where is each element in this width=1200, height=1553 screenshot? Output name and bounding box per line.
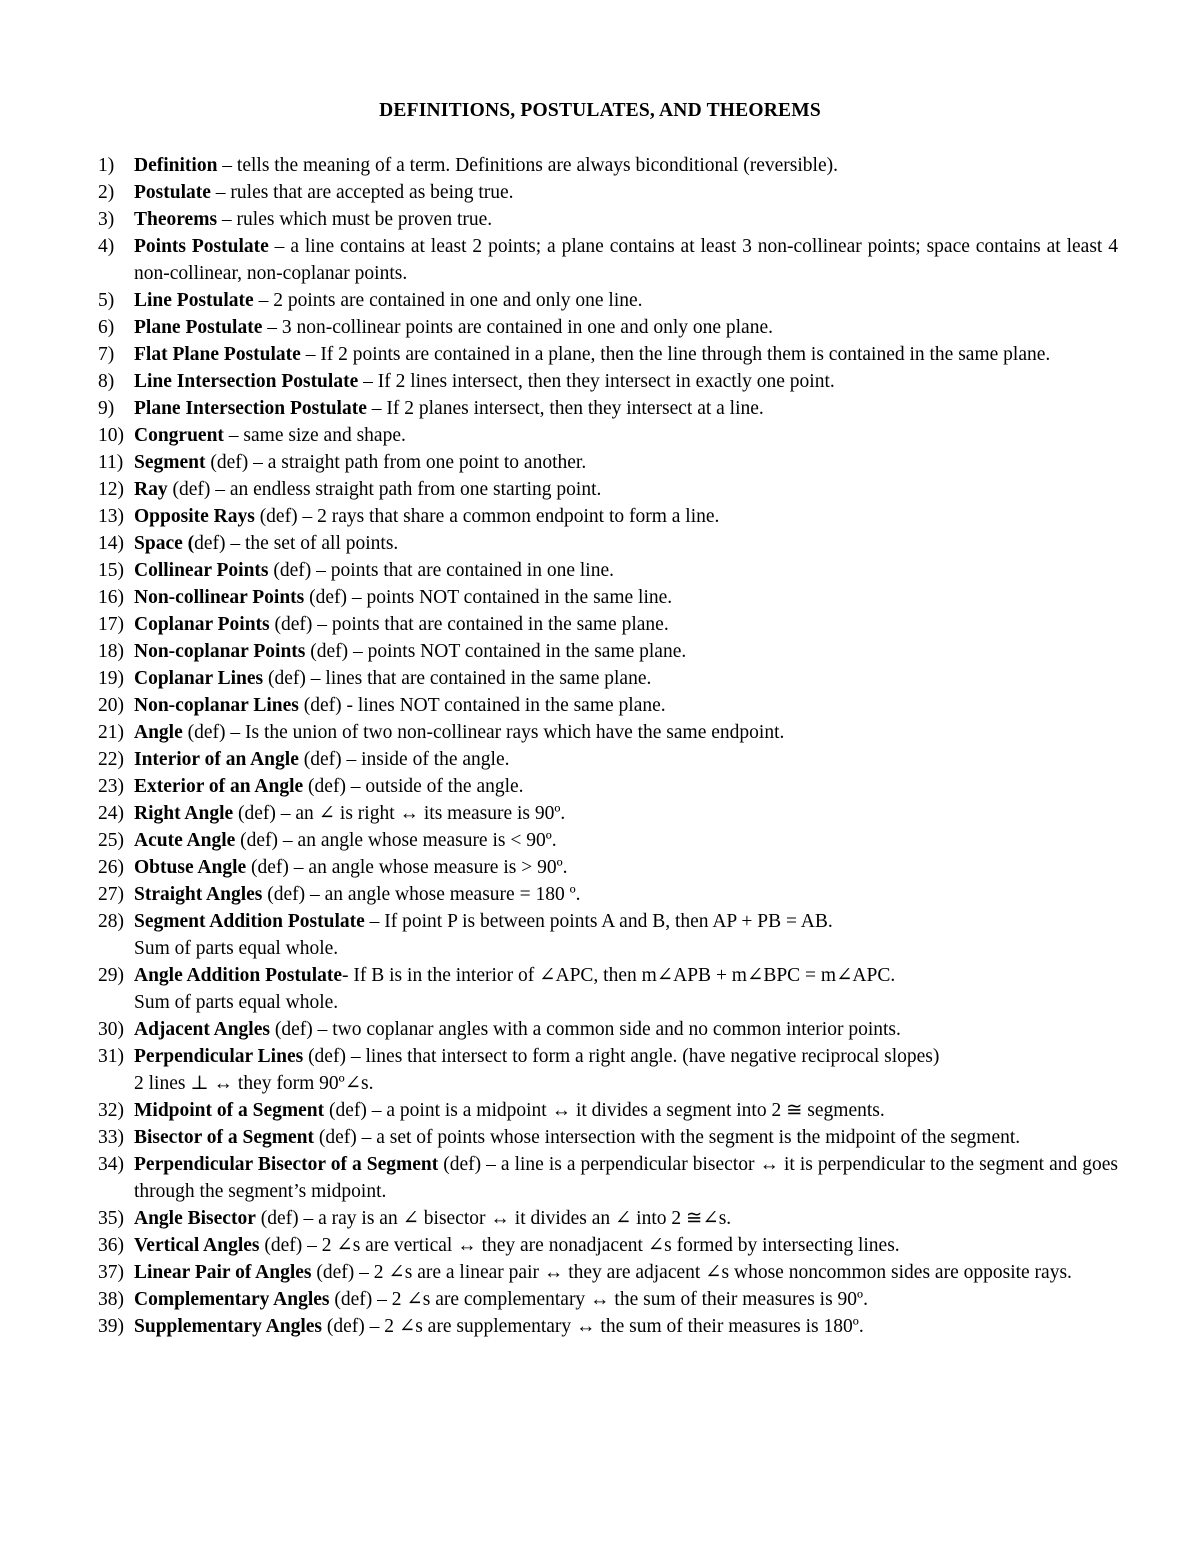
- item-term: Congruent: [134, 425, 224, 446]
- item-text: (def) – an endless straight path from one starting point.: [167, 479, 602, 500]
- list-item: [98, 314, 1118, 341]
- item-number: 13): [98, 506, 124, 527]
- list-item: [98, 1124, 1118, 1151]
- item-number: 3): [98, 209, 115, 230]
- list-item: [98, 584, 1118, 611]
- item-term: Non-coplanar Lines: [134, 695, 299, 716]
- item-term: Non-collinear Points: [134, 587, 305, 608]
- item-text: def) – the set of all points.: [194, 533, 399, 554]
- list-item: [98, 233, 1118, 287]
- list-item: [98, 638, 1118, 665]
- list-item: [98, 827, 1118, 854]
- item-text: (def) – 2 ∠s are complementary ↔ the sum of their measures is 90º.: [329, 1289, 868, 1310]
- item-term: Midpoint of a Segment: [134, 1100, 325, 1121]
- item-number: 34): [98, 1154, 124, 1175]
- item-number: 27): [98, 884, 124, 905]
- item-term: Line Postulate: [134, 290, 254, 311]
- item-text: (def) – points NOT contained in the same plane.: [305, 641, 687, 662]
- item-term: Interior of an Angle: [134, 749, 299, 770]
- item-continuation: Sum of parts equal whole.: [134, 992, 339, 1013]
- item-text: (def) – points that are contained in one line.: [268, 560, 614, 581]
- item-number: 5): [98, 290, 115, 311]
- item-term: Exterior of an Angle: [134, 776, 304, 797]
- item-text: – tells the meaning of a term. Definitions are always biconditional (reversible).: [217, 155, 838, 176]
- item-text: (def) – an angle whose measure is > 90º.: [246, 857, 568, 878]
- list-item: [98, 962, 1118, 1016]
- item-term: Angle Bisector: [134, 1208, 256, 1229]
- item-number: 24): [98, 803, 124, 824]
- item-term: Bisector of a Segment: [134, 1127, 314, 1148]
- item-number: 35): [98, 1208, 124, 1229]
- item-term: Plane Postulate: [134, 317, 263, 338]
- item-term: Vertical Angles: [134, 1235, 260, 1256]
- item-number: 21): [98, 722, 124, 743]
- list-item: [98, 341, 1118, 368]
- item-number: 7): [98, 344, 115, 365]
- item-text: (def) - lines NOT contained in the same plane.: [298, 695, 666, 716]
- item-number: 17): [98, 614, 124, 635]
- item-text: – same size and shape.: [223, 425, 406, 446]
- item-text: – 3 non-collinear points are contained in one and only one plane.: [262, 317, 773, 338]
- item-text: – If 2 planes intersect, then they intersect at a line.: [366, 398, 764, 419]
- item-term: Adjacent Angles: [134, 1019, 270, 1040]
- item-number: 18): [98, 641, 124, 662]
- item-term: Right Angle: [134, 803, 234, 824]
- item-term: Coplanar Lines: [134, 668, 264, 689]
- item-number: 23): [98, 776, 124, 797]
- item-text: – 2 points are contained in one and only one line.: [253, 290, 643, 311]
- item-text: – a line contains at least 2 points; a plane contains at least 3 non-collinear points; space contains at least 4 non-collinear, non-coplanar points.: [134, 236, 1118, 284]
- item-term: Non-coplanar Points: [134, 641, 306, 662]
- item-number: 38): [98, 1289, 124, 1310]
- item-term: Straight Angles: [134, 884, 263, 905]
- item-number: 15): [98, 560, 124, 581]
- item-text: (def) – a straight path from one point to another.: [205, 452, 587, 473]
- list-item: [98, 1286, 1118, 1313]
- item-text: - If B is in the interior of ∠APC, then m∠APB + m∠BPC = m∠APC.: [342, 965, 896, 986]
- item-term: Ray: [134, 479, 168, 500]
- item-text: (def) – a line is a perpendicular bisector ↔ it is perpendicular to the segment and goes through the segment’s midpoint.: [134, 1154, 1118, 1202]
- item-text: – If point P is between points A and B, then AP + PB = AB.: [364, 911, 833, 932]
- item-number: 20): [98, 695, 124, 716]
- item-text: (def) – 2 ∠s are vertical ↔ they are nonadjacent ∠s formed by intersecting lines.: [259, 1235, 900, 1256]
- list-item: [98, 476, 1118, 503]
- item-text: – If 2 lines intersect, then they intersect in exactly one point.: [358, 371, 835, 392]
- item-text: – rules that are accepted as being true.: [210, 182, 514, 203]
- item-text: (def) – 2 ∠s are a linear pair ↔ they are adjacent ∠s whose noncommon sides are opposite rays.: [311, 1262, 1072, 1283]
- item-number: 33): [98, 1127, 124, 1148]
- list-item: [98, 1097, 1118, 1124]
- item-term: Coplanar Points: [134, 614, 270, 635]
- item-number: 22): [98, 749, 124, 770]
- item-number: 37): [98, 1262, 124, 1283]
- item-number: 2): [98, 182, 115, 203]
- list-item: [98, 611, 1118, 638]
- item-text: (def) – a ray is an ∠ bisector ↔ it divides an ∠ into 2 ≅∠s.: [255, 1208, 732, 1229]
- item-term: Postulate: [134, 182, 211, 203]
- list-item: [98, 1232, 1118, 1259]
- list-item: [98, 395, 1118, 422]
- item-text: (def) – inside of the angle.: [298, 749, 510, 770]
- list-item: [98, 746, 1118, 773]
- item-text: – rules which must be proven true.: [217, 209, 493, 230]
- list-item: [98, 692, 1118, 719]
- list-item: [98, 1016, 1118, 1043]
- item-term: Flat Plane Postulate: [134, 344, 301, 365]
- item-number: 14): [98, 533, 124, 554]
- item-term: Line Intersection Postulate: [134, 371, 359, 392]
- item-number: 8): [98, 371, 115, 392]
- list-item: [98, 1313, 1118, 1340]
- list-item: [98, 287, 1118, 314]
- item-term: Points Postulate: [134, 236, 269, 257]
- item-term: Supplementary Angles: [134, 1316, 322, 1337]
- item-number: 28): [98, 911, 124, 932]
- item-number: 1): [98, 155, 115, 176]
- item-term: Segment: [134, 452, 206, 473]
- list-item: [98, 368, 1118, 395]
- list-item: [98, 422, 1118, 449]
- item-number: 31): [98, 1046, 124, 1067]
- list-item: [98, 1259, 1118, 1286]
- item-number: 12): [98, 479, 124, 500]
- page-title: DEFINITIONS, POSTULATES, AND THEOREMS: [379, 100, 821, 121]
- item-text: (def) – a point is a midpoint ↔ it divides a segment into 2 ≅ segments.: [324, 1100, 885, 1121]
- item-text: (def) – lines that are contained in the same plane.: [263, 668, 652, 689]
- item-number: 19): [98, 668, 124, 689]
- item-term: Perpendicular Bisector of a Segment: [134, 1154, 439, 1175]
- list-item: [98, 773, 1118, 800]
- item-term: Angle Addition Postulate: [134, 965, 343, 986]
- list-item: [98, 503, 1118, 530]
- item-text: (def) – 2 rays that share a common endpoint to form a line.: [254, 506, 720, 527]
- list-item: [98, 719, 1118, 746]
- list-item: [98, 800, 1118, 827]
- item-number: 36): [98, 1235, 124, 1256]
- item-text: (def) – a set of points whose intersection with the segment is the midpoint of the segment.: [313, 1127, 1021, 1148]
- item-text: (def) – an angle whose measure is < 90º.: [235, 830, 557, 851]
- item-term: Acute Angle: [134, 830, 236, 851]
- item-number: 9): [98, 398, 115, 419]
- item-text: (def) – two coplanar angles with a common side and no common interior points.: [269, 1019, 901, 1040]
- item-term: Segment Addition Postulate: [134, 911, 365, 932]
- list-item: [98, 1205, 1118, 1232]
- item-term: Linear Pair of Angles: [134, 1262, 312, 1283]
- item-term: Perpendicular Lines: [134, 1046, 304, 1067]
- item-number: 39): [98, 1316, 124, 1337]
- item-number: 32): [98, 1100, 124, 1121]
- item-text: – If 2 points are contained in a plane, then the line through them is contained in the same plane.: [300, 344, 1051, 365]
- item-text: (def) – an ∠ is right ↔ its measure is 90º.: [233, 803, 566, 824]
- item-text: (def) – points that are contained in the same plane.: [269, 614, 669, 635]
- list-item: [98, 530, 1118, 557]
- list-item: [98, 665, 1118, 692]
- item-term: Theorems: [134, 209, 218, 230]
- item-term: Space (: [134, 533, 195, 554]
- item-term: Definition: [134, 155, 218, 176]
- item-number: 4): [98, 236, 115, 257]
- item-number: 26): [98, 857, 124, 878]
- item-term: Opposite Rays: [134, 506, 255, 527]
- item-number: 25): [98, 830, 124, 851]
- item-number: 16): [98, 587, 124, 608]
- item-term: Complementary Angles: [134, 1289, 330, 1310]
- item-term: Plane Intersection Postulate: [134, 398, 367, 419]
- list-item: [98, 449, 1118, 476]
- item-text: (def) – outside of the angle.: [303, 776, 524, 797]
- list-item: [98, 206, 1118, 233]
- item-term: Obtuse Angle: [134, 857, 247, 878]
- item-number: 10): [98, 425, 124, 446]
- item-number: 6): [98, 317, 115, 338]
- list-item: [98, 1043, 1118, 1097]
- item-text: (def) – Is the union of two non-collinear rays which have the same endpoint.: [182, 722, 785, 743]
- item-continuation: 2 lines ⊥ ↔ they form 90º∠s.: [134, 1073, 374, 1094]
- list-item: [98, 881, 1118, 908]
- item-text: (def) – points NOT contained in the same line.: [304, 587, 673, 608]
- item-term: Angle: [134, 722, 183, 743]
- definitions-list: [98, 152, 1118, 1340]
- item-continuation: Sum of parts equal whole.: [134, 938, 339, 959]
- list-item: [98, 152, 1118, 179]
- list-item: [98, 557, 1118, 584]
- item-text: (def) – an angle whose measure = 180 º.: [262, 884, 581, 905]
- list-item: [98, 854, 1118, 881]
- list-item: [98, 179, 1118, 206]
- item-text: (def) – 2 ∠s are supplementary ↔ the sum of their measures is 180º.: [321, 1316, 864, 1337]
- item-text: (def) – lines that intersect to form a right angle. (have negative reciprocal slopes): [303, 1046, 940, 1067]
- list-item: [98, 1151, 1118, 1205]
- item-number: 30): [98, 1019, 124, 1040]
- item-term: Collinear Points: [134, 560, 269, 581]
- item-number: 11): [98, 452, 124, 473]
- list-item: [98, 908, 1118, 962]
- item-number: 29): [98, 965, 124, 986]
